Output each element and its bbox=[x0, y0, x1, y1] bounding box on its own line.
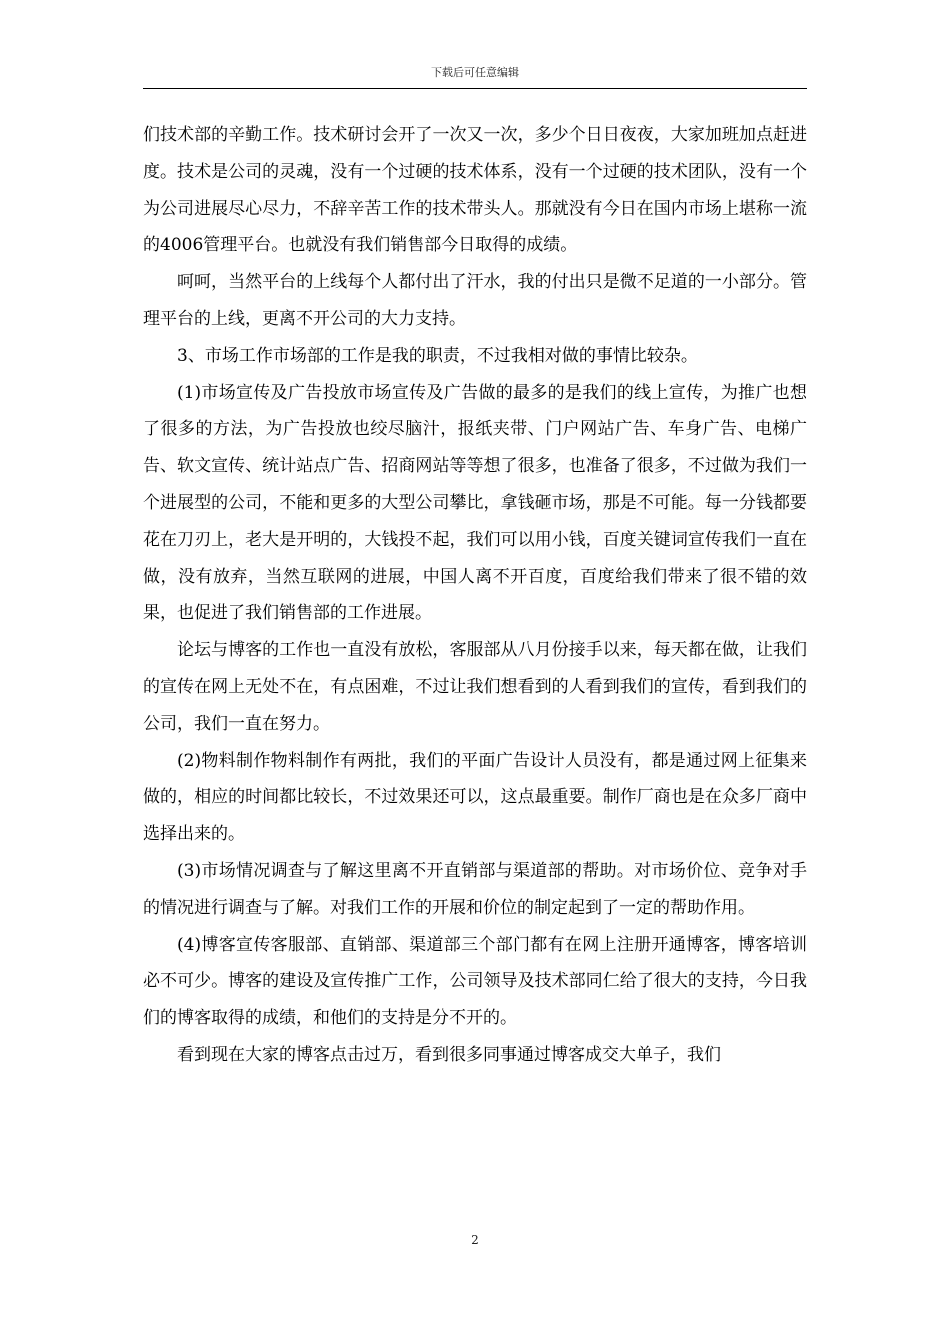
body-text bbox=[143, 117, 807, 1074]
paragraph: (1)市场宣传及广告投放市场宣传及广告做的最多的是我们的线上宣传，为推广也想了很多的方法，为广告投放也绞尽脑汁，报纸夹带、门户网站广告、车身广告、电梯广告、软文宣传、统计站点广告、招商网站等等想了很多，也准备了很多，不过做为我们一个进展型的公司，不能和更多的大型公司攀比，拿钱砸市场，那是不可能。每一分钱都要花在刀刃上，老大是开明的，大钱投不起，我们可以用小钱，百度关键词宣传我们一直在做，没有放弃，当然互联网的进展，中国人离不开百度，百度给我们带来了很不错的效果，也促进了我们销售部的工作进展。 bbox=[143, 382, 807, 624]
paragraph: (4)博客宣传客服部、直销部、渠道部三个部门都有在网上注册开通博客，博客培训必不可少。博客的建设及宣传推广工作，公司领导及技术部同仁给了很大的支持，今日我们的博客取得的成绩，和他们的支持是分不开的。 bbox=[143, 934, 807, 1029]
header-rule bbox=[143, 88, 807, 89]
paragraph: 看到现在大家的博客点击过万，看到很多同事通过博客成交大单子，我们 bbox=[177, 1044, 721, 1065]
paragraph: 呵呵，当然平台的上线每个人都付出了汗水，我的付出只是微不足道的一小部分。管理平台的上线，更离不开公司的大力支持。 bbox=[143, 272, 807, 329]
paragraph: 们技术部的辛勤工作。技术研讨会开了一次又一次，多少个日日夜夜，大家加班加点赶进度。技术是公司的灵魂，没有一个过硬的技术体系，没有一个过硬的技术团队，没有一个为公司进展尽心尽力，不辞辛苦工作的技术带头人。那就没有今日在国内市场上堪称一流的4006管理平台。也就没有我们销售部今日取得的成绩。 bbox=[143, 125, 807, 256]
page-number: 2 bbox=[471, 1233, 479, 1247]
paragraph: (2)物料制作物料制作有两批，我们的平面广告设计人员没有，都是通过网上征集来做的，相应的时间都比较长，不过效果还可以，这点最重要。制作厂商也是在众多厂商中选择出来的。 bbox=[143, 750, 807, 845]
page-header: 下载后可任意编辑 bbox=[431, 66, 519, 79]
paragraph: 3、市场工作市场部的工作是我的职责，不过我相对做的事情比较杂。 bbox=[177, 345, 698, 366]
paragraph: 论坛与博客的工作也一直没有放松，客服部从八月份接手以来，每天都在做，让我们的宣传在网上无处不在，有点困难，不过让我们想看到的人看到我们的宣传，看到我们的公司，我们一直在努力。 bbox=[143, 640, 807, 734]
paragraph: (3)市场情况调查与了解这里离不开直销部与渠道部的帮助。对市场价位、竞争对手的情况进行调查与了解。对我们工作的开展和价位的制定起到了一定的帮助作用。 bbox=[143, 860, 807, 918]
